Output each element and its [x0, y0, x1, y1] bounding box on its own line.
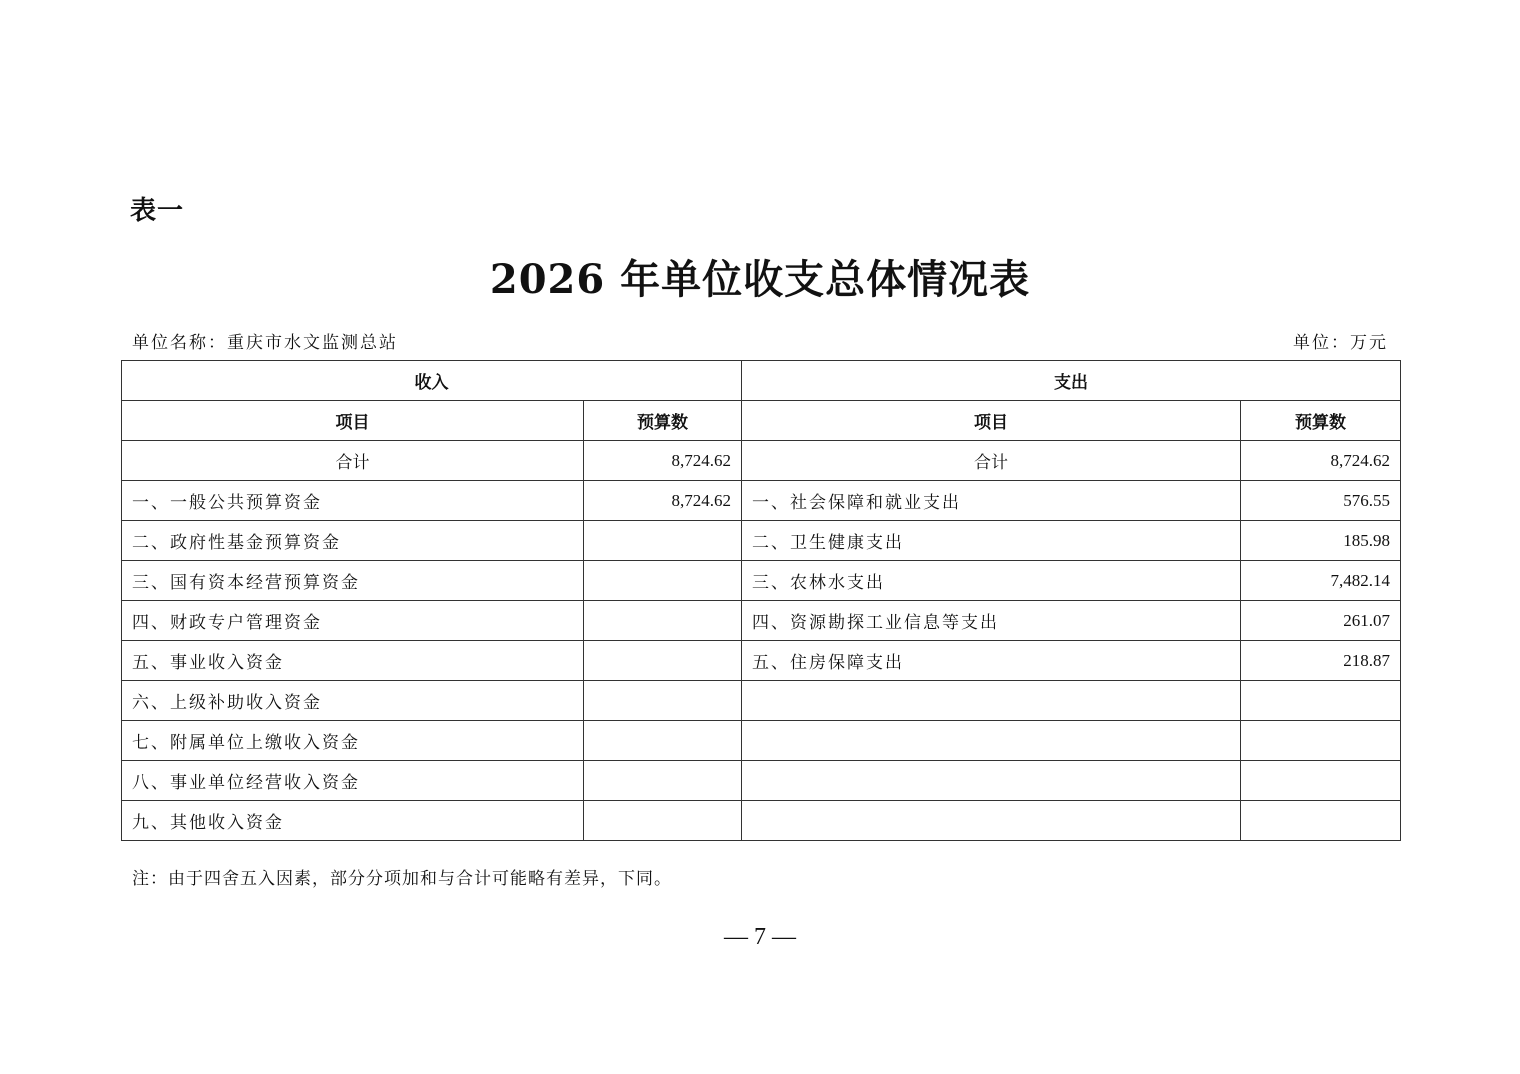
expense-item	[742, 761, 1241, 801]
income-value	[584, 761, 742, 801]
income-item: 五、事业收入资金	[122, 641, 584, 681]
expense-value	[1241, 721, 1401, 761]
income-item: 一、一般公共预算资金	[122, 481, 584, 521]
page-number: — 7 —	[724, 924, 796, 950]
expense-item	[742, 681, 1241, 721]
expense-item: 三、农林水支出	[742, 561, 1241, 601]
total-row	[122, 441, 1401, 481]
table-row	[122, 681, 1401, 721]
income-value	[584, 601, 742, 641]
table-row	[122, 721, 1401, 761]
unit-name-label: 单位名称：重庆市水文监测总站	[132, 333, 398, 353]
table-column-header-row	[122, 401, 1401, 441]
expense-value	[1241, 681, 1401, 721]
income-value	[584, 721, 742, 761]
income-total-label: 合计	[122, 441, 584, 481]
expense-header: 支出	[742, 361, 1401, 401]
income-value: 8,724.62	[584, 481, 742, 521]
expense-value: 185.98	[1241, 521, 1401, 561]
table-row	[122, 521, 1401, 561]
income-item: 四、财政专户管理资金	[122, 601, 584, 641]
table-section-header-row	[122, 361, 1401, 401]
income-budget-column-header: 预算数	[584, 401, 742, 441]
income-item-column-header: 项目	[122, 401, 584, 441]
income-value	[584, 801, 742, 841]
table-row	[122, 641, 1401, 681]
expense-total-label: 合计	[742, 441, 1241, 481]
expense-budget-column-header: 预算数	[1241, 401, 1401, 441]
expense-value: 576.55	[1241, 481, 1401, 521]
income-item: 八、事业单位经营收入资金	[122, 761, 584, 801]
expense-total-value: 8,724.62	[1241, 441, 1401, 481]
table-row	[122, 561, 1401, 601]
income-header: 收入	[122, 361, 742, 401]
expense-item: 二、卫生健康支出	[742, 521, 1241, 561]
expense-item-column-header: 项目	[742, 401, 1241, 441]
income-value	[584, 561, 742, 601]
expense-value: 261.07	[1241, 601, 1401, 641]
income-item: 二、政府性基金预算资金	[122, 521, 584, 561]
income-value	[584, 681, 742, 721]
table-row	[122, 601, 1401, 641]
income-total-value: 8,724.62	[584, 441, 742, 481]
expense-item: 四、资源勘探工业信息等支出	[742, 601, 1241, 641]
income-item: 九、其他收入资金	[122, 801, 584, 841]
expense-item	[742, 721, 1241, 761]
page-title: 2026 年单位收支总体情况表	[489, 256, 1031, 303]
table-row	[122, 761, 1401, 801]
expense-value	[1241, 761, 1401, 801]
expense-item: 五、住房保障支出	[742, 641, 1241, 681]
budget-table	[121, 360, 1401, 841]
income-value	[584, 521, 742, 561]
unit-label: 单位：万元	[1293, 333, 1388, 353]
expense-value: 7,482.14	[1241, 561, 1401, 601]
table-row	[122, 481, 1401, 521]
expense-item: 一、社会保障和就业支出	[742, 481, 1241, 521]
income-item: 六、上级补助收入资金	[122, 681, 584, 721]
table-label: 表一	[130, 196, 185, 226]
income-value	[584, 641, 742, 681]
income-item: 七、附属单位上缴收入资金	[122, 721, 584, 761]
table-row	[122, 801, 1401, 841]
expense-value	[1241, 801, 1401, 841]
expense-item	[742, 801, 1241, 841]
expense-value: 218.87	[1241, 641, 1401, 681]
income-item: 三、国有资本经营预算资金	[122, 561, 584, 601]
footnote: 注：由于四舍五入因素，部分分项加和与合计可能略有差异，下同。	[132, 869, 672, 889]
